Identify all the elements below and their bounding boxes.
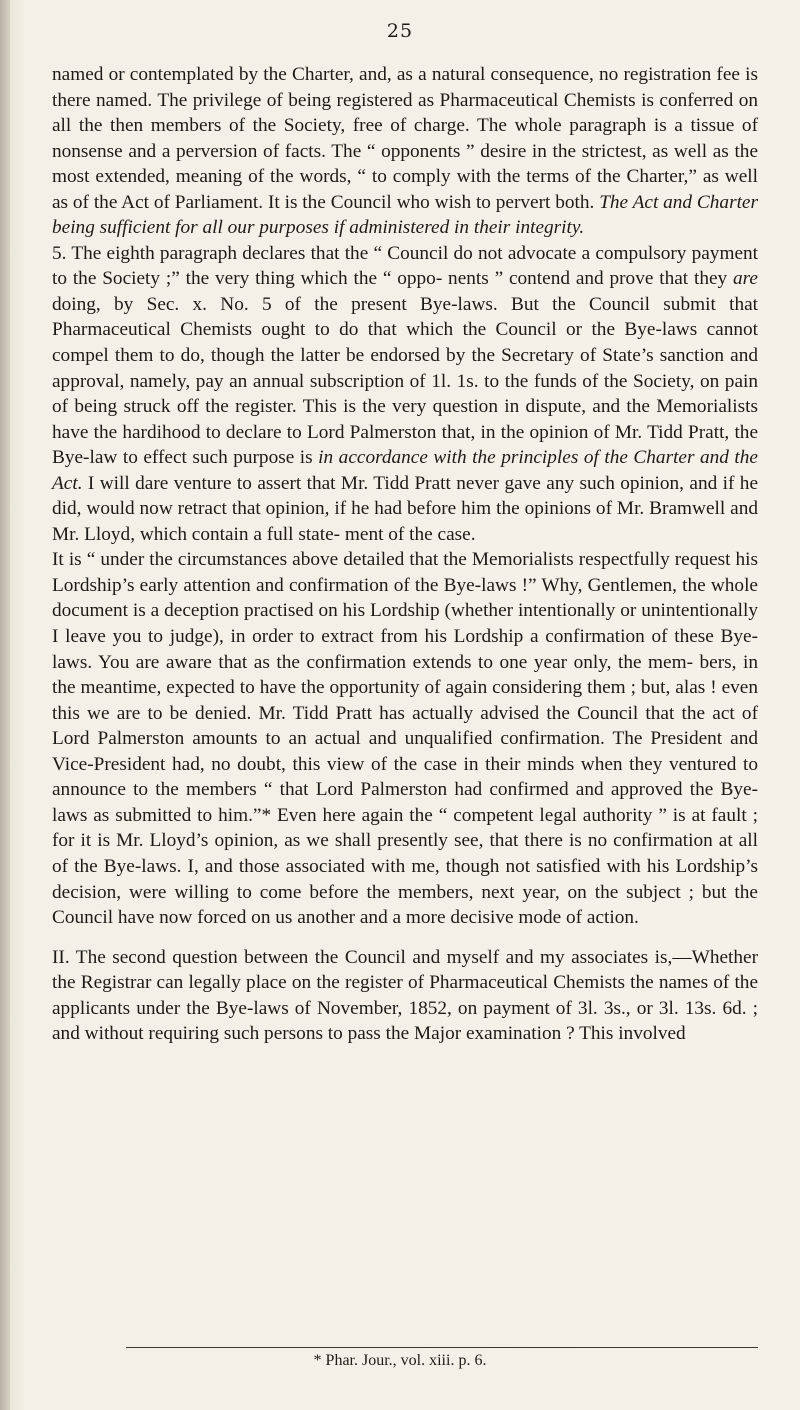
- body-text: [52, 62, 758, 1047]
- footnote: * Phar. Jour., vol. xiii. p. 6.: [313, 1352, 487, 1369]
- italic-text: in accordance with the principles of the Charter and the Act.: [52, 447, 758, 494]
- paragraph: [52, 945, 758, 1047]
- text-run: I will dare venture to assert that Mr. Tidd Pratt never gave any such opinion, and if he did, would now retract that opinion, if he had before him the opinions of Mr. Bramwell and Mr. Lloyd, which contain a full state- ment of the case.: [52, 472, 758, 545]
- paragraph: [52, 547, 758, 930]
- text-run: doing, by Sec. x. No. 5 of the present Bye-laws. But the Council submit that Pharmaceutical Chemists ought to do that which the Council or the Bye-laws cannot compel them to do, though the latter be endorsed by the Secretary of State’s sanction and approval, namely, pay an annual subscription of 1l. 1s. to the funds of the Society, on pain of being struck off the register. This is the very question in dispute, and the Memorialists have the hardihood to declare to Lord Palmerston that, in the opinion of Mr. Tidd Pratt, the Bye-law to effect such purpose is: [52, 293, 758, 469]
- paragraph: [52, 62, 758, 241]
- section-gap: [52, 931, 758, 945]
- italic-text: are: [733, 268, 758, 290]
- text-run: II. The second question between the Council and myself and my associates is,—Whether the Registrar can legally place on the register of Pharmaceutical Chemists the names of the applicants under the Bye-laws of November, 1852, on payment of 3l. 3s., or 3l. 13s. 6d. ; and without requiring such persons to pass the Major examination ? This involved: [52, 946, 758, 1045]
- footnote-rule: [126, 1347, 758, 1348]
- page-binding-shadow: [0, 0, 10, 1410]
- page-number: 25: [386, 20, 414, 42]
- paragraph: [52, 241, 758, 548]
- text-run: It is “ under the circumstances above detailed that the Memorialists respectfully request his Lordship’s early attention and confirmation of the Bye-laws !” Why, Gentlemen, the whole document is a deception practised on his Lordship (whether intentionally or unintentionally I leave you to judge), in order to extract from his Lordship a confirmation of these Bye-laws. You are aware that as the confirmation extends to one year only, the mem- bers, in the meantime, expected to have the opportunity of again considering them ; but, alas ! even this we are to be denied. Mr. Tidd Pratt has actually advised the Council that the act of Lord Palmerston amounts to an actual and unqualified confirmation. The President and Vice-President had, no doubt, this view of the case in their minds when they ventured to announce to the members “ that Lord Palmerston had confirmed and approved the Bye-laws as submitted to him.”* Even here again the “ competent legal authority ” is at fault ; for it is Mr. Lloyd’s opinion, as we shall presently see, that there is no confirmation at all of the Bye-laws. I, and those associated with me, though not satisfied with his Lordship’s decision, were willing to come before the members, next year, on the subject ; but the Council have now forced on us another and a more decisive mode of action.: [52, 549, 758, 929]
- italic-text: The Act and Charter being sufficient for all our purposes if administered in their integrity.: [52, 191, 758, 239]
- text-run: named or contemplated by the Charter, and, as a natural consequence, no registration fee is there named. The privilege of being registered as Pharmaceutical Chemists is conferred on all the then members of the Society, free of charge. The whole paragraph is a tissue of nonsense and a perversion of facts. The “ opponents ” desire in the strictest, as well as the most extended, meaning of the words, “ to comply with the terms of the Charter,” as well as of the Act of Parliament. It is the Council who wish to pervert both.: [52, 64, 758, 213]
- text-run: 5. The eighth paragraph declares that the “ Council do not advocate a compulsory payment to the Society ;” the very thing which the “ oppo- nents ” contend and prove that they: [52, 242, 758, 290]
